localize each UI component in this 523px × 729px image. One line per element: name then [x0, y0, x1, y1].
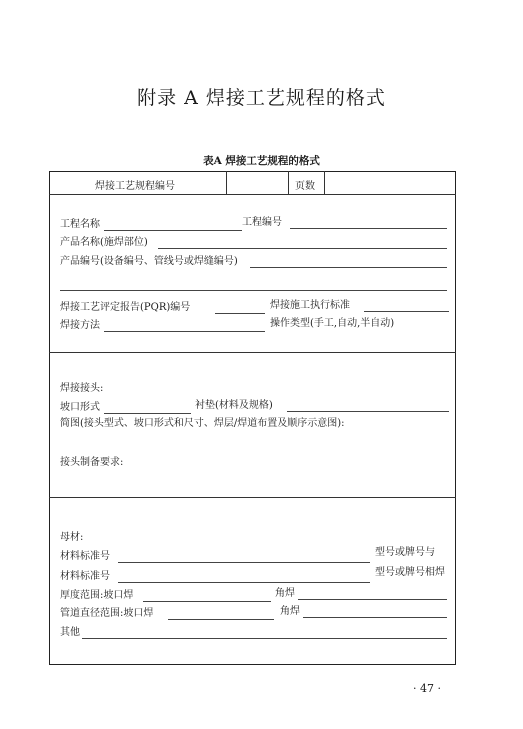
other-label: 其他	[60, 627, 80, 638]
execution-standard-label: 焊接施工执行标准	[270, 300, 350, 311]
product-name-label: 产品名称(施焊部位)	[60, 237, 148, 248]
sketch-label: 简图(接头型式、坡口形式和尺寸、焊层/焊道布置及顺序示意图):	[60, 418, 345, 429]
page-number: · 47 ·	[413, 682, 441, 695]
header-row-bottom-border	[49, 194, 456, 195]
thickness-range-label: 厚度范围:坡口焊	[60, 590, 134, 601]
header-divider-1	[226, 171, 227, 194]
backing-field[interactable]	[287, 411, 449, 412]
grade-or-brand-1-label: 型号或牌号与	[375, 547, 435, 558]
welding-joint-heading: 焊接接头:	[60, 383, 104, 394]
thickness-groove-field[interactable]	[143, 601, 271, 602]
header-divider-2	[288, 171, 289, 194]
pipe-diameter-fillet-field[interactable]	[303, 617, 447, 618]
pqr-number-label: 焊接工艺评定报告(PQR)编号	[60, 302, 191, 313]
material-standard-1-field[interactable]	[118, 562, 370, 563]
fillet-weld-2-label: 角焊	[280, 606, 300, 617]
project-number-label: 工程编号	[242, 217, 282, 228]
thickness-fillet-field[interactable]	[298, 599, 447, 600]
operation-type-label: 操作类型(手工,自动,半自动)	[270, 318, 395, 329]
other-field[interactable]	[82, 638, 447, 639]
execution-standard-field[interactable]	[364, 311, 449, 312]
table-caption: 表A 焊接工艺规程的格式	[203, 155, 320, 167]
welding-method-label: 焊接方法	[60, 320, 100, 331]
page-count-label: 页数	[295, 181, 315, 192]
welding-method-field[interactable]	[104, 331, 265, 332]
project-name-field[interactable]	[104, 230, 242, 231]
product-number-label: 产品编号(设备编号、管线号或焊缝编号)	[60, 256, 238, 267]
page-title: 附录 A 焊接工艺规程的格式	[137, 87, 386, 109]
product-number-field[interactable]	[250, 267, 447, 268]
material-standard-2-field[interactable]	[118, 582, 370, 583]
joint-preparation-label: 接头制备要求:	[60, 457, 124, 468]
product-number-continuation-field[interactable]	[60, 290, 447, 291]
backing-label: 衬垫(材料及规格)	[195, 400, 273, 411]
groove-form-label: 坡口形式	[60, 402, 100, 413]
groove-form-field[interactable]	[104, 413, 191, 414]
pipe-diameter-groove-field[interactable]	[168, 619, 274, 620]
header-divider-3	[324, 171, 325, 194]
grade-or-brand-2-label: 型号或牌号相焊	[375, 567, 445, 578]
product-name-field[interactable]	[158, 248, 447, 249]
material-standard-1-label: 材料标准号	[60, 551, 110, 562]
pipe-diameter-range-label: 管道直径范围:坡口焊	[60, 608, 154, 619]
section-divider-2	[49, 497, 456, 498]
material-standard-2-label: 材料标准号	[60, 571, 110, 582]
pqr-number-field[interactable]	[215, 313, 265, 314]
fillet-weld-1-label: 角焊	[275, 588, 295, 599]
base-metal-heading: 母材:	[60, 532, 84, 543]
wps-number-label: 焊接工艺规程编号	[95, 181, 175, 192]
project-number-field[interactable]	[290, 228, 447, 229]
section-divider-1	[49, 352, 456, 353]
project-name-label: 工程名称	[60, 219, 100, 230]
